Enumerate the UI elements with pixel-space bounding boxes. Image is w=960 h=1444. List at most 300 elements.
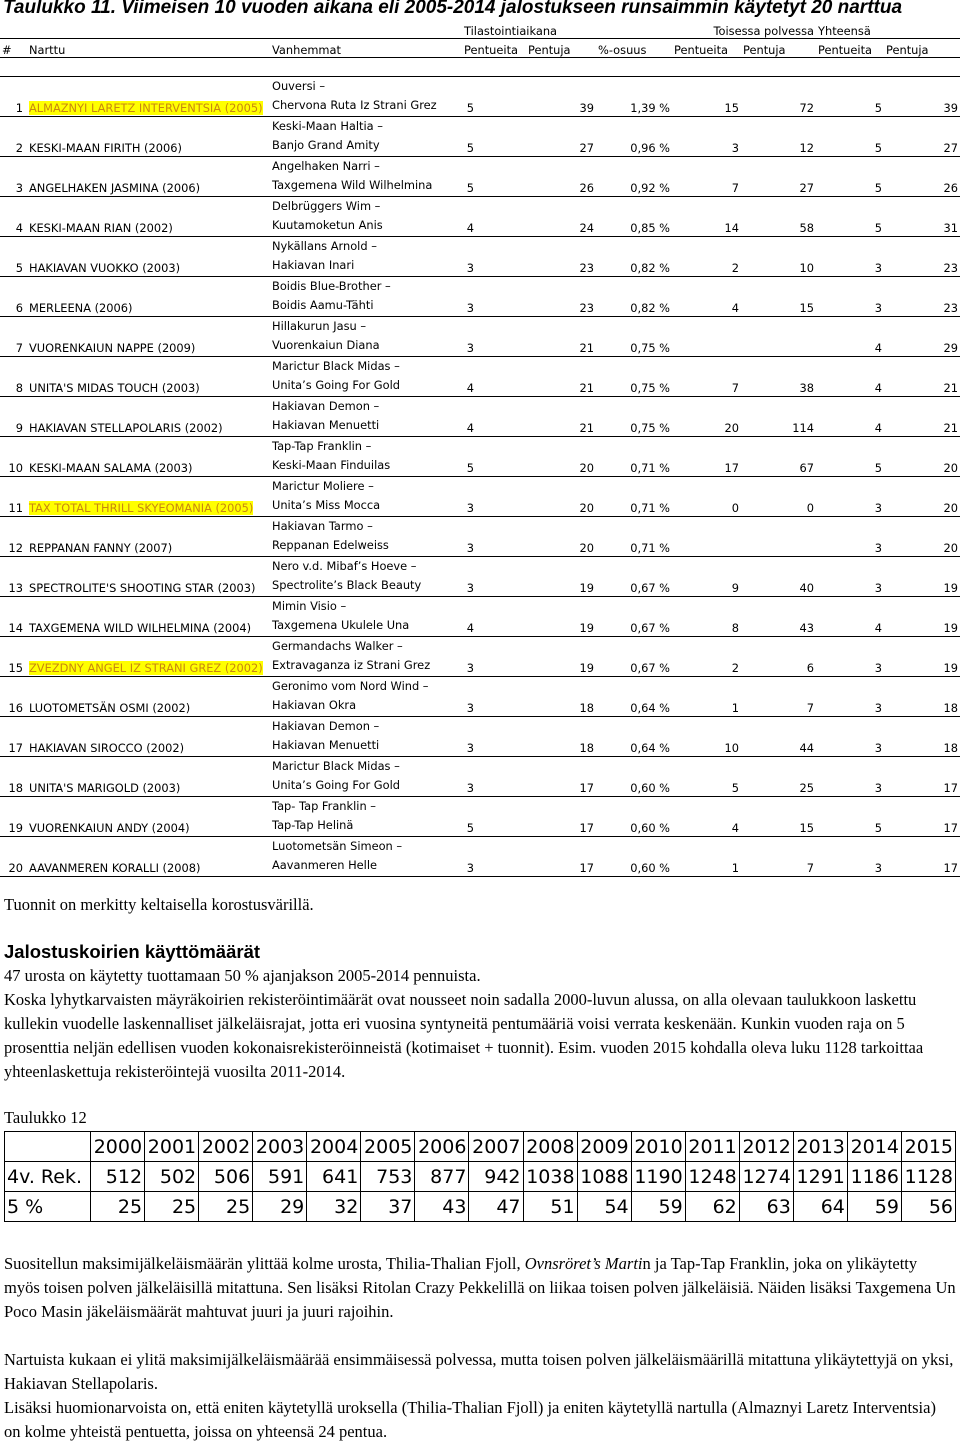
rank-cell: 7 [0,317,27,357]
dam-name-cell [27,197,270,237]
paragraph-dams: Nartuista kukaan ei ylitä maksimijälkeläismäärää ensimmäisessä polvessa, mutta toisen polven jälkeläismäärillä mitattuna ylikäytettyjä on yksi, Hakiavan Stellapolaris. [4,1350,954,1393]
gen2-pups-cell: 72 [741,77,816,117]
value-cell: 47 [469,1192,523,1222]
dam-name: HAKIAVAN STELLAPOLARIS (2002) [29,421,223,435]
share-cell: 0,71 % [596,517,672,557]
dam-name-cell [27,597,270,637]
pups-cell: 19 [526,597,596,637]
gen2-litters-cell: 3 [672,117,741,157]
dam-parent-name: Boidis Aamu-Tähti [272,298,374,312]
section-heading: Jalostuskoirien käyttömäärät [4,941,261,962]
dam-name: REPPANAN FANNY (2007) [29,541,173,555]
col-header-gen2-litters: Pentueita [672,39,741,58]
value-cell: 1186 [847,1162,901,1192]
dam-name-cell [27,117,270,157]
dam-parent-name: Reppanan Edelweiss [272,538,389,552]
sire-name: Germandachs Walker – [272,639,403,653]
value-cell: 591 [253,1162,307,1192]
share-cell: 0,75 % [596,397,672,437]
total-litters-cell: 4 [816,397,884,437]
value-cell: 56 [901,1192,955,1222]
total-pups-cell: 17 [884,797,960,837]
parents-cell [270,557,462,597]
rank-cell: 20 [0,837,27,877]
total-litters-cell: 4 [816,357,884,397]
dam-parent-name: Tap-Tap Helinä [272,818,354,832]
litters-cell: 3 [462,757,526,797]
pups-cell: 19 [526,637,596,677]
total-litters-cell: 3 [816,757,884,797]
litters-cell: 5 [462,77,526,117]
gen2-pups-cell: 40 [741,557,816,597]
total-litters-cell: 5 [816,797,884,837]
dam-name: SPECTROLITE'S SHOOTING STAR (2003) [29,581,256,595]
parents-cell [270,677,462,717]
share-cell: 0,67 % [596,637,672,677]
year-header: 2000 [91,1132,145,1162]
gen2-litters-cell: 9 [672,557,741,597]
total-litters-cell: 5 [816,437,884,477]
pups-cell: 21 [526,397,596,437]
dam-name-cell [27,477,270,517]
parents-cell [270,357,462,397]
dam-parent-name: Spectrolite’s Black Beauty [272,578,422,592]
rank-cell: 9 [0,397,27,437]
parents-cell [270,717,462,757]
col-header-total-litters: Pentueita [816,39,884,58]
year-header: 2010 [631,1132,685,1162]
litters-cell: 4 [462,597,526,637]
sire-name: Nykällans Arnold – [272,239,377,253]
table-row [0,597,960,637]
share-cell: 0,71 % [596,437,672,477]
gen2-pups-cell: 38 [741,357,816,397]
dam-name: ZVEZDNY ANGEL IZ STRANI GREZ (2002) [29,661,263,675]
row-label: 5 % [5,1192,91,1222]
dam-parent-name: Hakiavan Okra [272,698,357,712]
dam-name-cell [27,317,270,357]
parents-cell [270,197,462,237]
total-pups-cell: 17 [884,837,960,877]
value-cell: 942 [469,1162,523,1192]
gen2-pups-cell: 10 [741,237,816,277]
table-row [0,797,960,837]
rank-cell: 11 [0,477,27,517]
value-cell: 1274 [739,1162,793,1192]
table-row [0,277,960,317]
year-header: 2011 [685,1132,739,1162]
parents-cell [270,477,462,517]
rank-cell: 19 [0,797,27,837]
rank-cell: 1 [0,77,27,117]
col-header-gen2-pups: Pentuja [741,39,816,58]
dam-name-cell [27,557,270,597]
year-header: 2013 [793,1132,847,1162]
total-pups-cell: 29 [884,317,960,357]
dam-parent-name: Unita’s Miss Mocca [272,498,381,512]
value-cell: 37 [361,1192,415,1222]
total-pups-cell: 20 [884,517,960,557]
total-pups-cell: 26 [884,157,960,197]
dam-name-cell [27,357,270,397]
pups-cell: 24 [526,197,596,237]
dam-parent-name: Extravaganza iz Strani Grez [272,658,431,672]
parents-cell [270,277,462,317]
col-header-share: %-osuus [596,39,672,58]
sire-name: Ouversi – [272,79,326,93]
col-header-rank: # [0,39,27,58]
col-header-dam: Narttu [27,39,270,58]
value-cell: 29 [253,1192,307,1222]
litters-cell: 5 [462,117,526,157]
rank-cell: 6 [0,277,27,317]
parents-cell [270,637,462,677]
sire-name: Keski-Maan Haltia – [272,119,383,133]
dams-table [0,22,960,877]
parents-cell [270,157,462,197]
total-litters-cell: 3 [816,237,884,277]
year-header: 2012 [739,1132,793,1162]
total-litters-cell: 3 [816,517,884,557]
parents-cell [270,317,462,357]
gen2-pups-cell: 15 [741,797,816,837]
gen2-pups-cell: 7 [741,677,816,717]
litters-cell: 4 [462,397,526,437]
dam-parent-name: Unita’s Going For Gold [272,378,400,392]
rank-cell: 12 [0,517,27,557]
pups-cell: 23 [526,237,596,277]
total-pups-cell: 23 [884,237,960,277]
gen2-litters-cell: 15 [672,77,741,117]
value-cell: 1291 [793,1162,847,1192]
total-pups-cell: 18 [884,677,960,717]
sire-name: Mimin Visio – [272,599,347,613]
group-label-second-gen: Toisessa polvessa [672,22,816,39]
rank-cell: 8 [0,357,27,397]
dam-name: KESKI-MAAN SALAMA (2003) [29,461,193,475]
value-cell: 25 [91,1192,145,1222]
dam-name: KESKI-MAAN FIRITH (2006) [29,141,182,155]
share-cell: 0,85 % [596,197,672,237]
parents-cell [270,117,462,157]
dam-name-cell [27,77,270,117]
dam-name-cell [27,397,270,437]
total-pups-cell: 20 [884,437,960,477]
total-litters-cell: 3 [816,717,884,757]
litters-cell: 4 [462,197,526,237]
parents-cell [270,437,462,477]
value-cell: 1248 [685,1162,739,1192]
dam-name: VUORENKAIUN NAPPE (2009) [29,341,196,355]
share-cell: 0,82 % [596,277,672,317]
dam-name: ALMAZNYI LARETZ INTERVENTSIA (2005) [29,101,263,115]
value-cell: 877 [415,1162,469,1192]
table-row [0,637,960,677]
total-litters-cell: 4 [816,597,884,637]
dam-parent-name: Hakiavan Menuetti [272,418,380,432]
sire-name: Geronimo vom Nord Wind – [272,679,429,693]
dam-name-cell [27,677,270,717]
parents-cell [270,237,462,277]
sire-name: Marictur Black Midas – [272,359,400,373]
litters-cell: 3 [462,837,526,877]
col-header-litters: Pentueita [462,39,526,58]
sire-name: Tap- Tap Franklin – [272,799,376,813]
total-pups-cell: 20 [884,477,960,517]
table-row [0,197,960,237]
sire-name: Marictur Moliere – [272,479,374,493]
parents-cell [270,397,462,437]
gen2-litters-cell: 8 [672,597,741,637]
value-cell: 1088 [577,1162,631,1192]
value-cell: 54 [577,1192,631,1222]
dam-parent-name: Keski-Maan Finduilas [272,458,391,472]
dam-parent-name: Banjo Grand Amity [272,138,380,152]
table-row [0,157,960,197]
table-row [5,1192,956,1222]
litters-cell: 4 [462,357,526,397]
table-row [0,437,960,477]
value-cell: 51 [523,1192,577,1222]
sire-name: Nero v.d. Mibaf’s Hoeve – [272,559,417,573]
share-cell: 0,67 % [596,597,672,637]
gen2-litters-cell: 1 [672,677,741,717]
pups-cell: 17 [526,797,596,837]
dam-name-cell [27,517,270,557]
share-cell: 0,92 % [596,157,672,197]
year-header: 2004 [307,1132,361,1162]
share-cell: 1,39 % [596,77,672,117]
value-cell: 506 [199,1162,253,1192]
table-row [5,1162,956,1192]
dam-name-cell [27,797,270,837]
litters-cell: 3 [462,637,526,677]
year-header: 2006 [415,1132,469,1162]
year-header: 2009 [577,1132,631,1162]
gen2-pups-cell: 43 [741,597,816,637]
pups-cell: 21 [526,357,596,397]
parents-cell [270,517,462,557]
table-row [0,837,960,877]
gen2-litters-cell: 7 [672,357,741,397]
rank-cell: 17 [0,717,27,757]
col-header-parents: Vanhemmat [270,39,462,58]
dam-name-cell [27,437,270,477]
table12-title: Taulukko 12 [4,1108,87,1127]
gen2-litters-cell: 4 [672,277,741,317]
gen2-pups-cell: 15 [741,277,816,317]
dam-name: KESKI-MAAN RIAN (2002) [29,221,173,235]
value-cell: 64 [793,1192,847,1222]
dam-name-cell [27,717,270,757]
dam-name: TAXGEMENA WILD WILHELMINA (2004) [29,621,252,635]
litters-cell: 3 [462,477,526,517]
table-row [0,357,960,397]
gen2-pups-cell [741,317,816,357]
share-cell: 0,75 % [596,357,672,397]
pups-cell: 21 [526,317,596,357]
total-litters-cell: 5 [816,157,884,197]
gen2-pups-cell: 27 [741,157,816,197]
rank-cell: 18 [0,757,27,797]
litters-cell: 3 [462,277,526,317]
value-cell: 502 [145,1162,199,1192]
parents-cell [270,77,462,117]
dam-parent-name: Hakiavan Menuetti [272,738,380,752]
dam-name: LUOTOMETSÄN OSMI (2002) [29,701,191,715]
year-header: 2003 [253,1132,307,1162]
table-row [0,397,960,437]
dam-parent-name: Vuorenkaiun Diana [272,338,380,352]
pups-cell: 19 [526,557,596,597]
total-litters-cell: 4 [816,317,884,357]
gen2-litters-cell: 17 [672,437,741,477]
value-cell: 753 [361,1162,415,1192]
share-cell: 0,71 % [596,477,672,517]
dam-parent-name: Taxgemena Ukulele Una [272,618,410,632]
pups-cell: 20 [526,517,596,557]
gen2-pups-cell: 114 [741,397,816,437]
pups-cell: 17 [526,757,596,797]
total-litters-cell: 3 [816,837,884,877]
table-row [0,317,960,357]
sire-name: Delbrüggers Wim – [272,199,381,213]
value-cell: 63 [739,1192,793,1222]
total-pups-cell: 21 [884,397,960,437]
value-cell: 25 [199,1192,253,1222]
litters-cell: 3 [462,317,526,357]
table-row [0,677,960,717]
share-cell: 0,64 % [596,717,672,757]
dam-name-cell [27,637,270,677]
year-header: 2005 [361,1132,415,1162]
gen2-litters-cell: 5 [672,757,741,797]
rank-cell: 14 [0,597,27,637]
value-cell: 59 [631,1192,685,1222]
gen2-litters-cell [672,517,741,557]
gen2-litters-cell: 2 [672,637,741,677]
value-cell: 1128 [901,1162,955,1192]
value-cell: 32 [307,1192,361,1222]
row-label: 4v. Rek. [5,1162,91,1192]
total-pups-cell: 18 [884,717,960,757]
dam-name: HAKIAVAN VUOKKO (2003) [29,261,181,275]
total-litters-cell: 5 [816,77,884,117]
gen2-pups-cell [741,517,816,557]
paragraph-limits: Koska lyhytkarvaisten mäyräkoirien rekisteröintimäärät ovat nousseet noin sadalla 2000-luvun alussa, on alla olevaan taulukkoon laskettu kullekin vuodelle laskennalliset jälkeläisrajat, jotta eri vuosina syntyneitä pentumääriä voisi verrata keskenään. Kunkin vuoden raja on 5 prosenttia neljän edellisen vuoden kokonaisrekisteröinneistä (kotimaiset + tuonnit). Esim. vuoden 2015 kohdalla oleva luku 1128 tarkoittaa yhteenlaskettuja rekisteröintejä vuosilta 2011-2014. [4,990,924,1081]
year-header: 2001 [145,1132,199,1162]
dam-name-cell [27,237,270,277]
pups-cell: 26 [526,157,596,197]
sire-name: Luotometsän Simeon – [272,839,403,853]
limits-table [4,1131,956,1222]
rank-cell: 2 [0,117,27,157]
page-title: Taulukko 11. Viimeisen 10 vuoden aikana eli 2005-2014 jalostukseen runsaimmin käytetyt 20 narttua [3,0,903,18]
total-pups-cell: 19 [884,597,960,637]
pups-cell: 18 [526,677,596,717]
share-cell: 0,67 % [596,557,672,597]
year-header: 2002 [199,1132,253,1162]
gen2-pups-cell: 44 [741,717,816,757]
litters-cell: 5 [462,797,526,837]
year-header: 2014 [847,1132,901,1162]
share-cell: 0,60 % [596,837,672,877]
total-pups-cell: 31 [884,197,960,237]
year-header: 2008 [523,1132,577,1162]
share-cell: 0,60 % [596,797,672,837]
rank-cell: 10 [0,437,27,477]
total-litters-cell: 3 [816,637,884,677]
dam-parent-name: Unita’s Going For Gold [272,778,400,792]
rank-cell: 16 [0,677,27,717]
pups-cell: 20 [526,437,596,477]
total-pups-cell: 21 [884,357,960,397]
year-header: 2007 [469,1132,523,1162]
dam-parent-name: Kuutamoketun Anis [272,218,383,232]
pups-cell: 27 [526,117,596,157]
sire-name: Marictur Black Midas – [272,759,400,773]
gen2-litters-cell: 7 [672,157,741,197]
total-litters-cell: 3 [816,477,884,517]
value-cell: 1038 [523,1162,577,1192]
rank-cell: 13 [0,557,27,597]
total-litters-cell: 5 [816,197,884,237]
table-row [0,77,960,117]
pups-cell: 18 [526,717,596,757]
dam-name-cell [27,837,270,877]
total-pups-cell: 23 [884,277,960,317]
dam-name: MERLEENA (2006) [29,301,133,315]
gen2-pups-cell: 25 [741,757,816,797]
value-cell: 59 [847,1192,901,1222]
rank-cell: 3 [0,157,27,197]
sire-name: Hakiavan Demon – [272,719,380,733]
paragraph-common-litters: Lisäksi huomionarvoista on, että eniten käytetyllä uroksella (Thilia-Thalian Fjoll) ja eniten käytetyllä nartulla (Almaznyi Laretz Interventsia) on kolme yhteistä pentuetta, joissa on yhteensä 24 pentua. [4,1398,936,1441]
sire-name: Hakiavan Tarmo – [272,519,373,533]
gen2-litters-cell: 4 [672,797,741,837]
sire-name: Hakiavan Demon – [272,399,380,413]
value-cell: 1190 [631,1162,685,1192]
gen2-pups-cell: 67 [741,437,816,477]
total-pups-cell: 19 [884,637,960,677]
litters-cell: 5 [462,437,526,477]
group-label-total: Yhteensä [816,22,960,39]
value-cell: 641 [307,1162,361,1192]
table-row [0,557,960,597]
rank-cell: 15 [0,637,27,677]
dam-parent-name: Aavanmeren Helle [272,858,378,872]
pups-cell: 23 [526,277,596,317]
litters-cell: 3 [462,237,526,277]
gen2-pups-cell: 12 [741,117,816,157]
sire-name: Angelhaken Narri – [272,159,380,173]
sire-name: Boidis Blue-Brother – [272,279,391,293]
gen2-litters-cell: 14 [672,197,741,237]
dam-name: UNITA'S MIDAS TOUCH (2003) [29,381,200,395]
total-pups-cell: 27 [884,117,960,157]
share-cell: 0,75 % [596,317,672,357]
sire-name: Hillakurun Jasu – [272,319,367,333]
parents-cell [270,597,462,637]
share-cell: 0,64 % [596,677,672,717]
pups-cell: 20 [526,477,596,517]
value-cell: 62 [685,1192,739,1222]
parents-cell [270,757,462,797]
total-litters-cell: 3 [816,557,884,597]
dam-name: VUORENKAIUN ANDY (2004) [29,821,190,835]
parents-cell [270,837,462,877]
gen2-litters-cell: 2 [672,237,741,277]
